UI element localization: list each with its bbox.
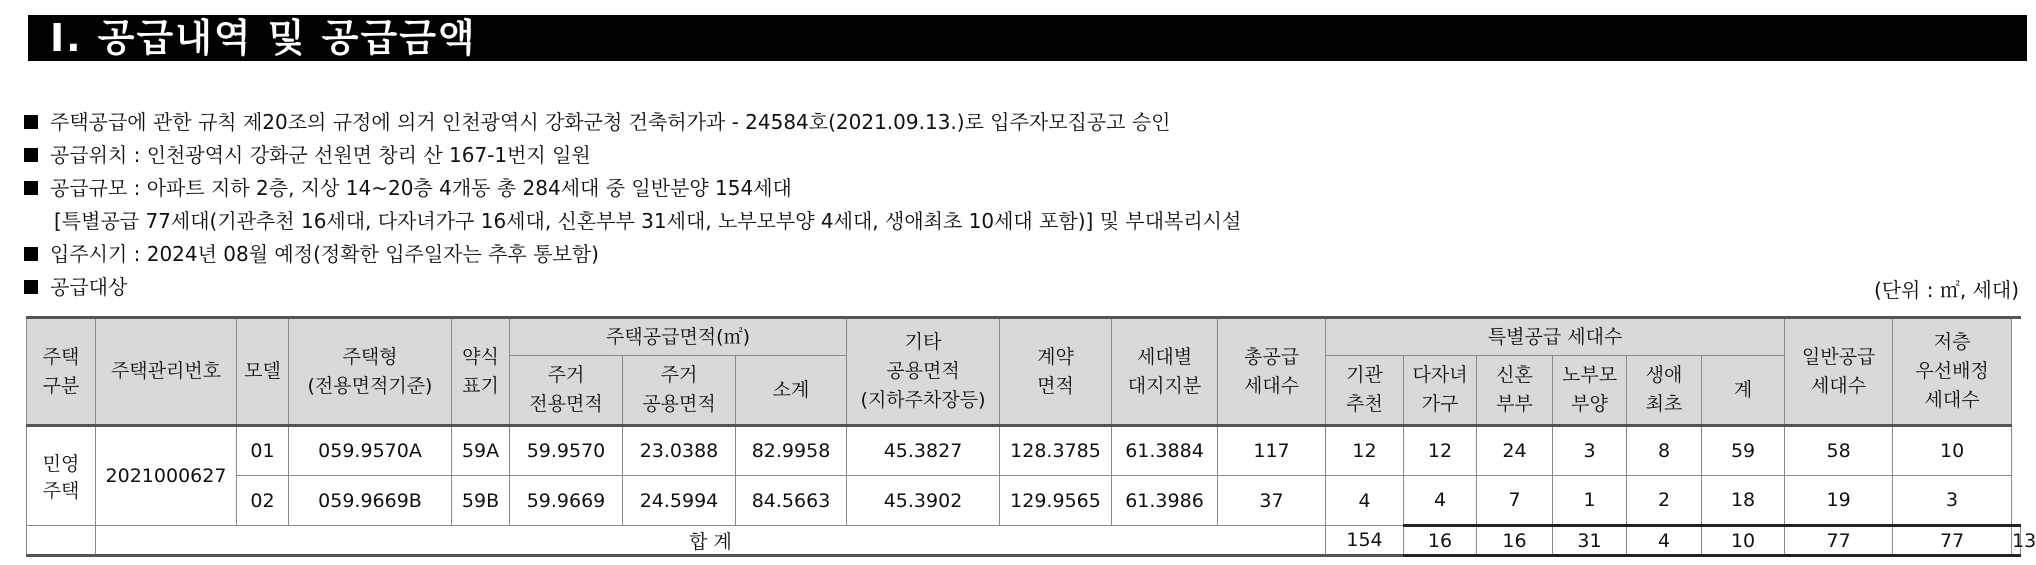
cell-other-common: 45.3902 (847, 476, 1000, 526)
th-other-common: 기타 공용면적 (지하주차장등) (847, 318, 1000, 426)
th-abbrev: 약식 표기 (452, 318, 510, 426)
bullet-move-in (24, 238, 1241, 271)
cell-low-floor: 10 (1893, 426, 2012, 476)
square-bullet-icon (24, 115, 38, 129)
cell-model: 02 (237, 476, 289, 526)
th-subtotal: 소계 (736, 356, 847, 426)
th-elderly: 노부모 부양 (1553, 356, 1627, 426)
cell-subtotal: 84.5663 (736, 476, 847, 526)
th-general: 일반공급 세대수 (1785, 318, 1893, 426)
cell-house-type: 059.9570A (289, 426, 452, 476)
bullet-approval (24, 106, 1241, 139)
cell-land-share: 61.3884 (1112, 426, 1218, 476)
th-special-total: 계 (1702, 356, 1785, 426)
square-bullet-icon (24, 280, 38, 294)
cell-abbrev: 59A (452, 426, 510, 476)
th-model: 모델 (237, 318, 289, 426)
cell-total-units: 117 (1218, 426, 1326, 476)
cell-institution: 4 (1326, 476, 1404, 526)
th-land-share: 세대별 대지지분 (1112, 318, 1218, 426)
unit-note: (단위 : ㎡, 세대) (1873, 278, 2019, 302)
cell-newlywed: 24 (1477, 426, 1553, 476)
sum-institution: 16 (1404, 526, 1477, 556)
bullet-text: 입주시기 : 2024년 08월 예정(정확한 입주일자는 추후 통보함) (50, 242, 599, 266)
sum-newlywed: 31 (1553, 526, 1627, 556)
section-title: Ⅰ. 공급내역 및 공급금액 (28, 15, 2027, 61)
sum-spacer (27, 526, 96, 556)
th-contract-area: 계약 면적 (1000, 318, 1112, 426)
bullet-scale (24, 172, 1241, 205)
th-newlywed: 신혼 부부 (1477, 356, 1553, 426)
supply-table (26, 316, 2036, 557)
square-bullet-icon (24, 148, 38, 162)
th-total-units: 총공급 세대수 (1218, 318, 1326, 426)
cell-low-floor: 3 (1893, 476, 2012, 526)
bullet-text: [특별공급 77세대(기관추천 16세대, 다자녀가구 16세대, 신혼부부 31세대, 노부모부양 4세대, 생애최초 10세대 포함)] 및 부대복리시설 (54, 209, 1242, 233)
bullet-text: 공급대상 (50, 275, 128, 299)
cell-first-time: 8 (1627, 426, 1702, 476)
bullet-target (24, 271, 1241, 304)
cell-first-time: 2 (1627, 476, 1702, 526)
table-row (27, 476, 2021, 526)
cell-elderly: 1 (1553, 476, 1627, 526)
table-row (27, 426, 2021, 476)
cell-institution: 12 (1326, 426, 1404, 476)
bullet-list (24, 106, 1241, 304)
cell-abbrev: 59B (452, 476, 510, 526)
th-low-floor: 저층 우선배정 세대수 (1893, 318, 2012, 426)
sum-label: 합 계 (96, 526, 1326, 556)
sum-multichild: 16 (1477, 526, 1553, 556)
cell-mgmt-no: 2021000627 (96, 426, 237, 526)
cell-land-share: 61.3986 (1112, 476, 1218, 526)
cell-general: 58 (1785, 426, 1893, 476)
th-residential-common: 주거 공용면적 (623, 356, 736, 426)
sum-elderly: 4 (1627, 526, 1702, 556)
cell-residential-common: 24.5994 (623, 476, 736, 526)
cell-total-units: 37 (1218, 476, 1326, 526)
cell-residential-excl: 59.9669 (510, 476, 623, 526)
sum-total-units: 154 (1326, 526, 1404, 556)
cell-other-common: 45.3827 (847, 426, 1000, 476)
th-house-group: 주택 구분 (27, 318, 96, 426)
th-mgmt-no: 주택관리번호 (96, 318, 237, 426)
cell-residential-common: 23.0388 (623, 426, 736, 476)
sum-first-time: 10 (1702, 526, 1785, 556)
cell-residential-excl: 59.9570 (510, 426, 623, 476)
th-residential-excl: 주거 전용면적 (510, 356, 623, 426)
bullet-text: 주택공급에 관한 규칙 제20조의 규정에 의거 인천광역시 강화군청 건축허가과 - 24584호(2021.09.13.)로 입주자모집공고 승인 (50, 110, 1171, 134)
bullet-scale-detail (24, 205, 1241, 238)
sum-low-floor: 13 (2012, 526, 2021, 556)
cell-general: 19 (1785, 476, 1893, 526)
cell-subtotal: 82.9958 (736, 426, 847, 476)
th-first-time: 생애 최초 (1627, 356, 1702, 426)
bullet-text: 공급위치 : 인천광역시 강화군 선원면 창리 산 167-1번지 일원 (50, 143, 591, 167)
bullet-location (24, 139, 1241, 172)
cell-special-total: 18 (1702, 476, 1785, 526)
cell-special-total: 59 (1702, 426, 1785, 476)
cell-elderly: 3 (1553, 426, 1627, 476)
cell-contract-area: 129.9565 (1000, 476, 1112, 526)
bullet-text: 공급규모 : 아파트 지하 2층, 지상 14~20층 4개동 총 284세대 중 일반분양 154세대 (50, 176, 792, 200)
th-multichild: 다자녀 가구 (1404, 356, 1477, 426)
sum-special-total: 77 (1785, 526, 1893, 556)
cell-newlywed: 7 (1477, 476, 1553, 526)
cell-multichild: 12 (1404, 426, 1477, 476)
cell-model: 01 (237, 426, 289, 476)
th-supply-area: 주택공급면적(㎡) (510, 318, 847, 356)
cell-house-group: 민영 주택 (27, 426, 96, 526)
sum-row (27, 526, 2021, 556)
cell-contract-area: 128.3785 (1000, 426, 1112, 476)
th-institution: 기관 추천 (1326, 356, 1404, 426)
sum-general: 77 (1893, 526, 2012, 556)
square-bullet-icon (24, 181, 38, 195)
th-special-supply: 특별공급 세대수 (1326, 318, 1785, 356)
th-house-type: 주택형 (전용면적기준) (289, 318, 452, 426)
cell-house-type: 059.9669B (289, 476, 452, 526)
cell-multichild: 4 (1404, 476, 1477, 526)
square-bullet-icon (24, 247, 38, 261)
